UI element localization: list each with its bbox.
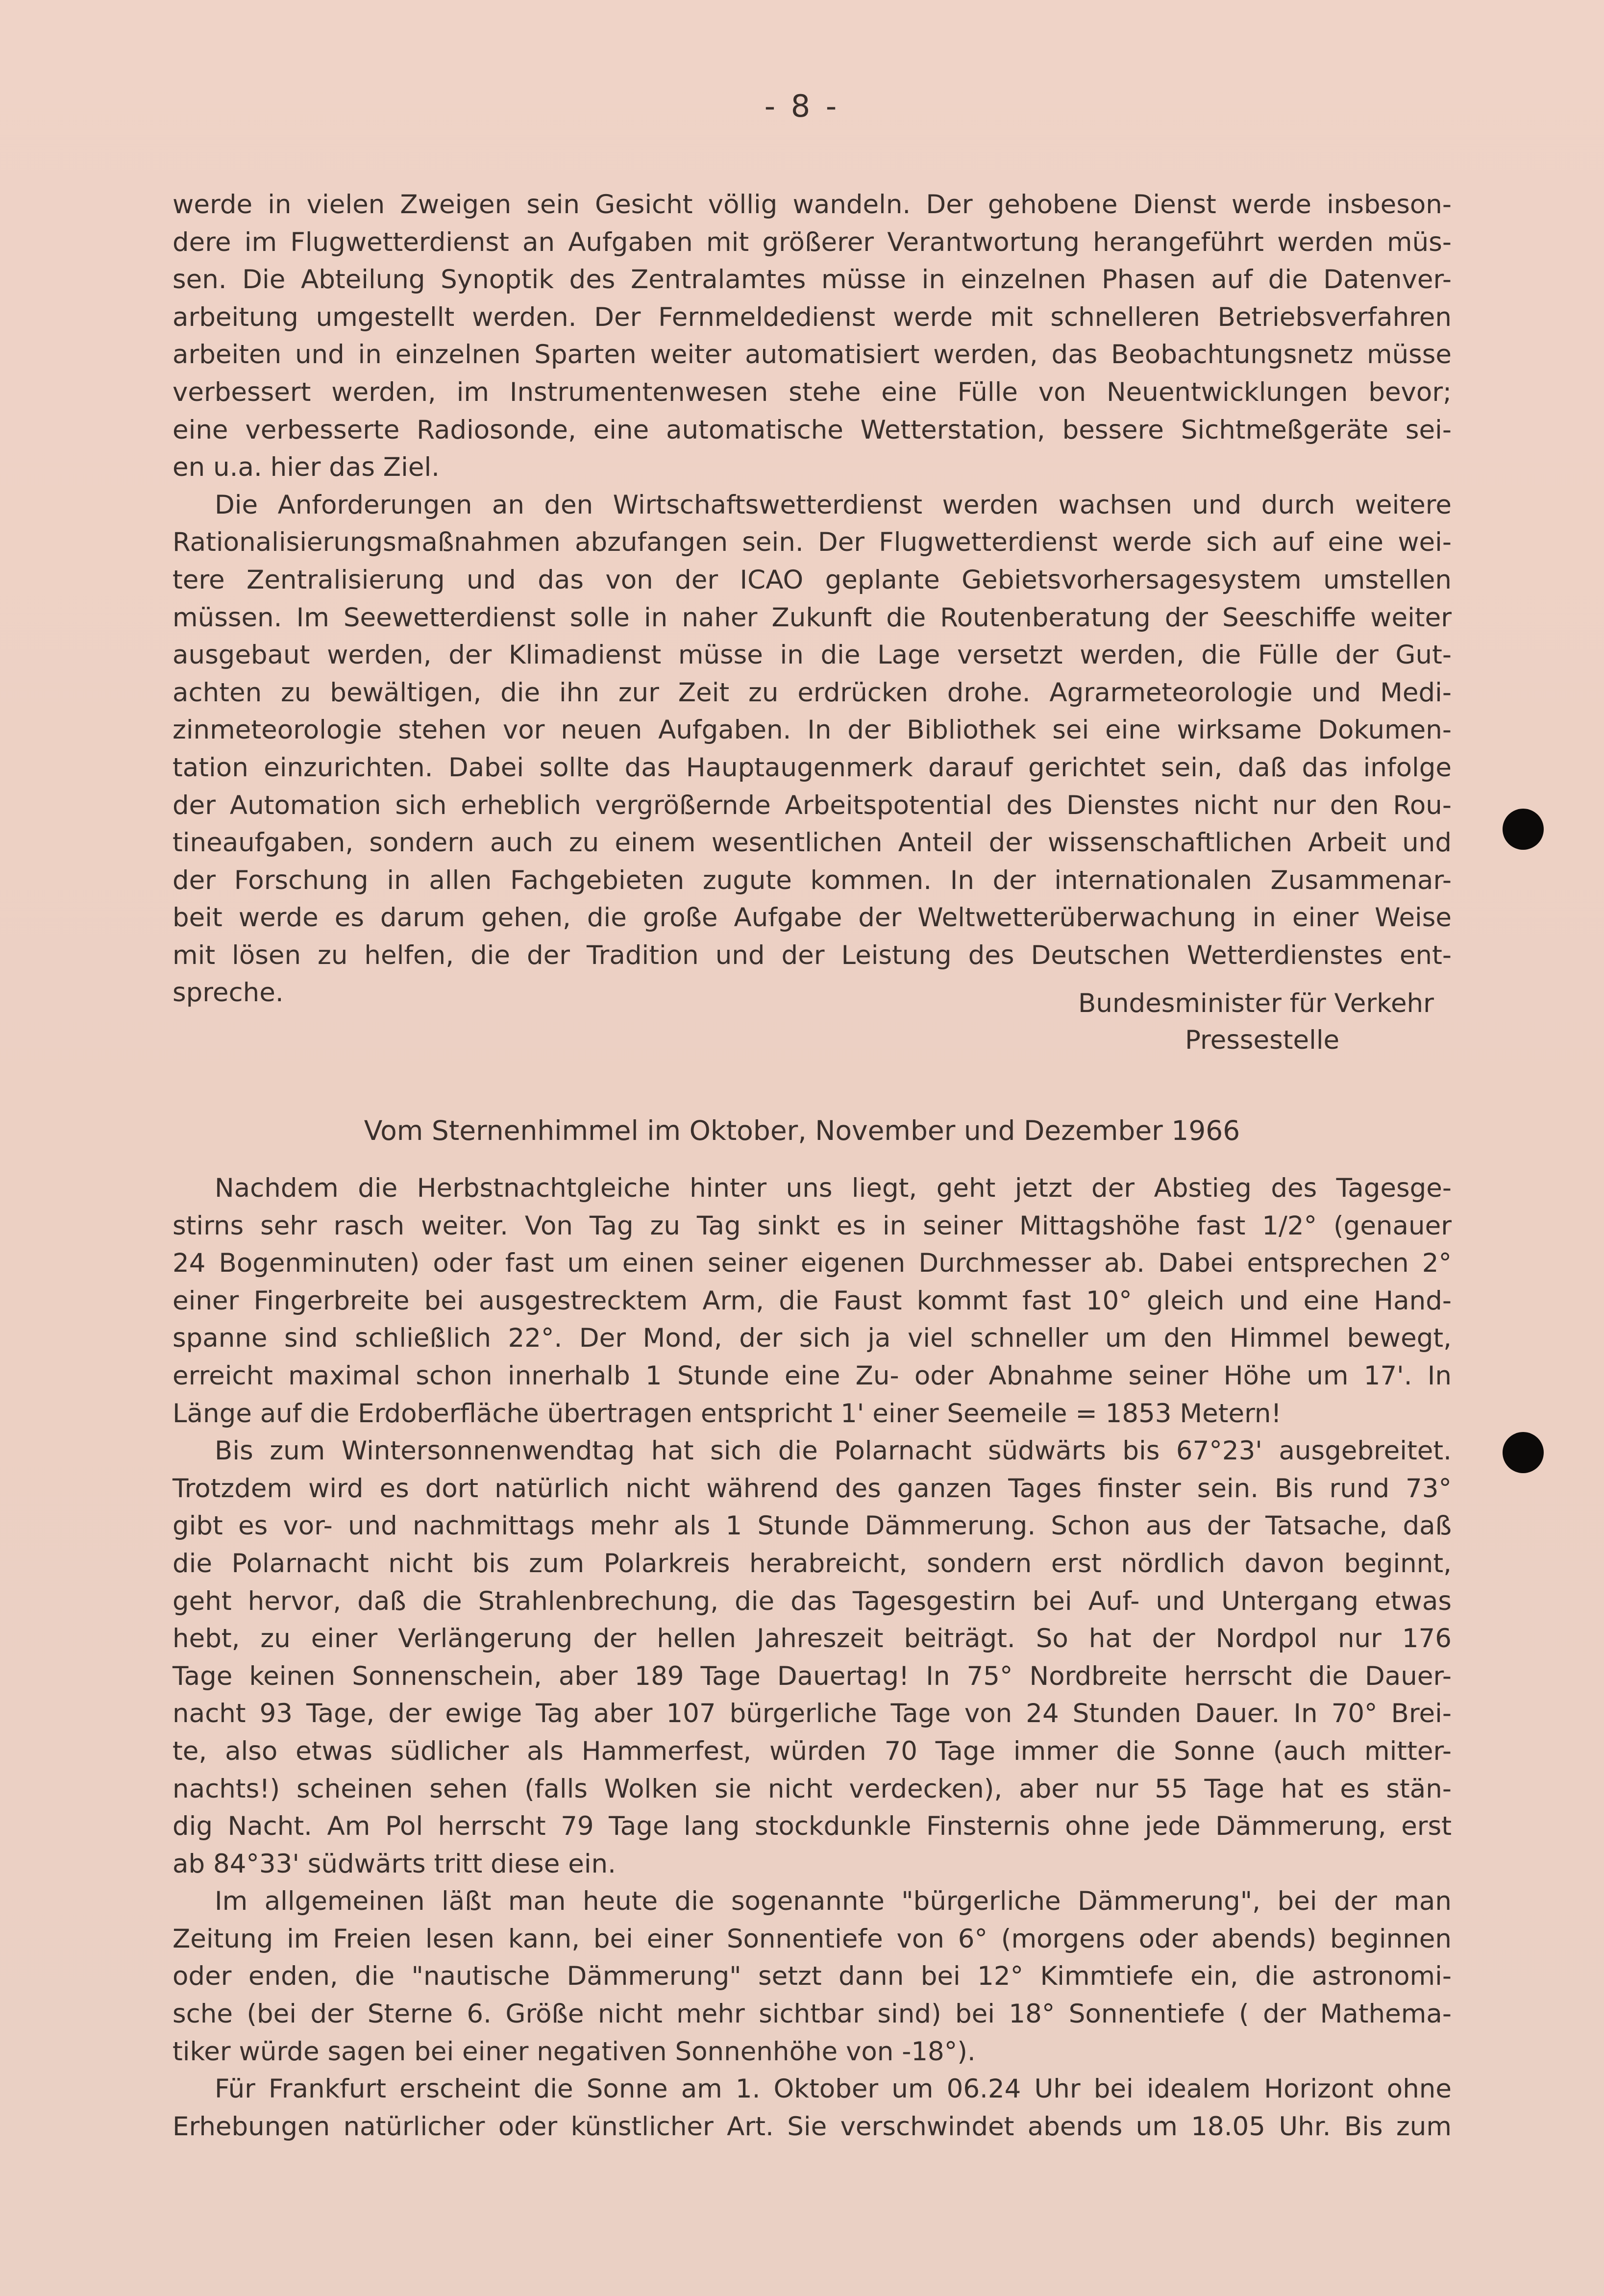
text-line: sen. Die Abteilung Synoptik des Zentralamtes müsse in einzelnen Phasen auf die Datenver-: [173, 265, 1452, 295]
text-line: hebt, zu einer Verlängerung der hellen Jahreszeit beiträgt. So hat der Nordpol nur 176: [173, 1624, 1452, 1654]
text-line: Erhebungen natürlicher oder künstlicher Art. Sie verschwindet abends um 18.05 Uhr. Bis zum: [173, 2111, 1452, 2142]
text-line: spreche.: [173, 978, 284, 1008]
text-line: der Forschung in allen Fachgebieten zugute kommen. In der internationalen Zusammenar-: [173, 865, 1452, 895]
text-line: Bis zum Wintersonnenwendtag hat sich die Polarnacht südwärts bis 67°23' ausgebreitet.: [215, 1436, 1452, 1466]
text-line: tation einzurichten. Dabei sollte das Hauptaugenmerk darauf gerichtet sein, daß das infolge: [173, 752, 1452, 783]
text-line: Die Anforderungen an den Wirtschaftswetterdienst werden wachsen und durch weitere: [215, 490, 1452, 520]
text-line: tiker würde sagen bei einer negativen Sonnenhöhe von -18°).: [173, 2036, 976, 2067]
text-line: dere im Flugwetterdienst an Aufgaben mit größerer Verantwortung herangeführt werden müs-: [173, 227, 1452, 257]
text-line: Nachdem die Herbstnachtgleiche hinter uns liegt, geht jetzt der Abstieg des Tagesge-: [215, 1173, 1452, 1203]
text-line: beit werde es darum gehen, die große Aufgabe der Weltwetterüberwachung in einer Weise: [173, 903, 1452, 933]
text-line: mit lösen zu helfen, die der Tradition und der Leistung des Deutschen Wetterdienstes ent-: [173, 940, 1452, 970]
section-2-text: [173, 1170, 1452, 2146]
text-line: einer Fingerbreite bei ausgestrecktem Arm, die Faust kommt fast 10° gleich und eine Hand-: [173, 1285, 1452, 1316]
text-line: geht hervor, daß die Strahlenbrechung, die das Tagesgestirn bei Auf- und Untergang etwas: [173, 1586, 1452, 1616]
page-number: - 8 -: [764, 88, 840, 124]
text-line: dig Nacht. Am Pol herrscht 79 Tage lang stockdunkle Finsternis ohne jede Dämmerung, erst: [173, 1811, 1452, 1842]
text-line: te, also etwas südlicher als Hammerfest, würden 70 Tage immer die Sonne (auch mitter-: [173, 1736, 1452, 1766]
text-line: der Automation sich erheblich vergrößernde Arbeitspotential des Dienstes nicht nur den Rou-: [173, 790, 1452, 820]
text-line: die Polarnacht nicht bis zum Polarkreis herabreicht, sondern erst nördlich davon beginnt,: [173, 1548, 1452, 1579]
text-line: tineaufgaben, sondern auch zu einem wesentlichen Anteil der wissenschaftlichen Arbeit und: [173, 828, 1452, 858]
text-line: werde in vielen Zweigen sein Gesicht völlig wandeln. Der gehobene Dienst werde insbeson-: [173, 190, 1452, 220]
signature-press-office: Pressestelle: [1185, 1025, 1340, 1055]
text-line: Für Frankfurt erscheint die Sonne am 1. Oktober um 06.24 Uhr bei idealem Horizont ohne: [215, 2074, 1452, 2104]
section-1-text: [173, 186, 1452, 1012]
text-line: oder enden, die "nautische Dämmerung" setzt dann bei 12° Kimmtiefe ein, die astronomi-: [173, 1961, 1452, 1992]
text-line: arbeiten und in einzelnen Sparten weiter automatisiert werden, das Beobachtungsnetz müsse: [173, 340, 1452, 370]
text-line: eine verbesserte Radiosonde, eine automatische Wetterstation, bessere Sichtmeßgeräte sei-: [173, 415, 1452, 445]
text-line: stirns sehr rasch weiter. Von Tag zu Tag sinkt es in seiner Mittagshöhe fast 1/2° (genauer: [173, 1210, 1452, 1241]
text-line: verbessert werden, im Instrumentenwesen stehe eine Fülle von Neuentwicklungen bevor;: [173, 377, 1452, 407]
text-line: Länge auf die Erdoberfläche übertragen entspricht 1' einer Seemeile = 1853 Metern!: [173, 1398, 1282, 1429]
text-line: Tage keinen Sonnenschein, aber 189 Tage Dauertag! In 75° Nordbreite herrscht die Dauer-: [173, 1661, 1452, 1691]
text-line: nacht 93 Tage, der ewige Tag aber 107 bürgerliche Tage von 24 Stunden Dauer. In 70° Brei-: [173, 1699, 1452, 1729]
text-line: spanne sind schließlich 22°. Der Mond, der sich ja viel schneller um den Himmel bewegt,: [173, 1323, 1452, 1354]
text-line: gibt es vor- und nachmittags mehr als 1 Stunde Dämmerung. Schon aus der Tatsache, daß: [173, 1511, 1452, 1541]
text-line: sche (bei der Sterne 6. Größe nicht mehr sichtbar sind) bei 18° Sonnentiefe ( der Mathema-: [173, 1999, 1452, 2029]
text-line: arbeitung umgestellt werden. Der Fernmeldedienst werde mit schnelleren Betriebsverfahren: [173, 302, 1452, 332]
text-line: ausgebaut werden, der Klimadienst müsse in die Lage versetzt werden, die Fülle der Gut-: [173, 640, 1452, 670]
punch-hole-lower: [1503, 1432, 1544, 1473]
text-line: nachts!) scheinen sehen (falls Wolken sie nicht verdecken), aber nur 55 Tage hat es stän-: [173, 1774, 1452, 1804]
text-line: tere Zentralisierung und das von der ICAO geplante Gebietsvorhersagesystem umstellen: [173, 565, 1452, 595]
text-line: Trotzdem wird es dort natürlich nicht während des ganzen Tages finster sein. Bis rund 73°: [173, 1473, 1452, 1504]
text-line: Im allgemeinen läßt man heute die sogenannte "bürgerliche Dämmerung", bei der man: [215, 1886, 1452, 1917]
text-line: achten zu bewältigen, die ihn zur Zeit zu erdrücken drohe. Agrarmeteorologie und Medi-: [173, 677, 1452, 708]
text-line: zinmeteorologie stehen vor neuen Aufgaben. In der Bibliothek sei eine wirksame Dokumen-: [173, 715, 1452, 745]
text-line: 24 Bogenminuten) oder fast um einen seiner eigenen Durchmesser ab. Dabei entsprechen 2°: [173, 1248, 1452, 1279]
text-line: müssen. Im Seewetterdienst solle in naher Zukunft die Routenberatung der Seeschiffe weiter: [173, 602, 1452, 633]
text-line: Zeitung im Freien lesen kann, bei einer Sonnentiefe von 6° (morgens oder abends) beginnen: [173, 1924, 1452, 1954]
signature-ministry: Bundesminister für Verkehr: [1078, 988, 1434, 1018]
text-line: en u.a. hier das Ziel.: [173, 452, 440, 483]
punch-hole-upper: [1503, 809, 1544, 850]
section-heading: Vom Sternenhimmel im Oktober, November und Dezember 1966: [364, 1115, 1240, 1146]
text-line: ab 84°33' südwärts tritt diese ein.: [173, 1849, 616, 1879]
text-line: Rationalisierungsmaßnahmen abzufangen sein. Der Flugwetterdienst werde sich auf eine wei-: [173, 527, 1452, 558]
text-line: erreicht maximal schon innerhalb 1 Stunde eine Zu- oder Abnahme seiner Höhe um 17'. In: [173, 1360, 1452, 1391]
